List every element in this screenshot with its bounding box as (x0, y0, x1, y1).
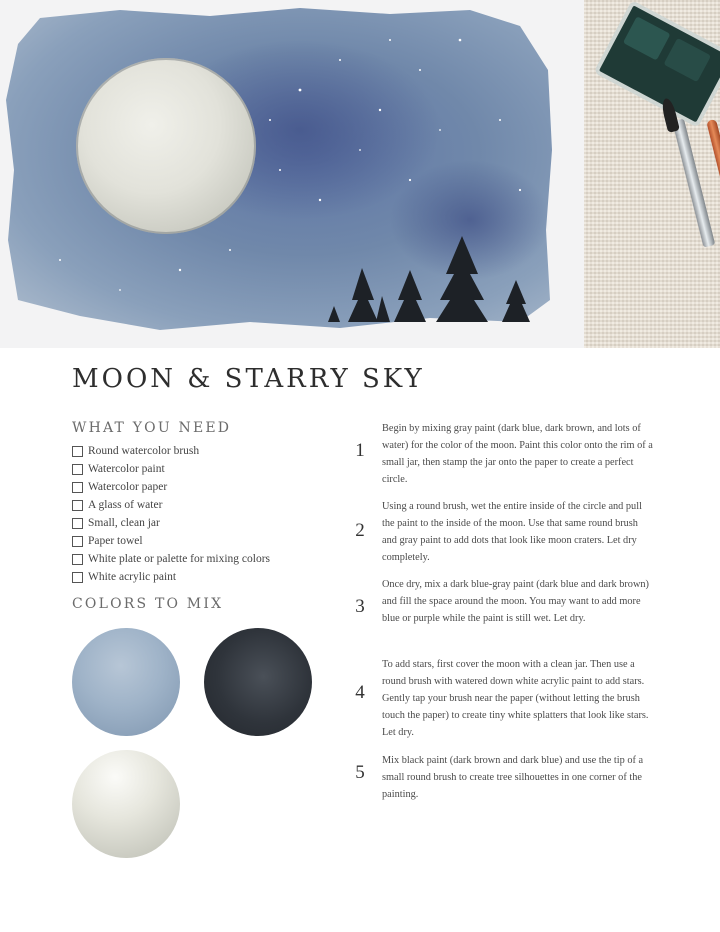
page-title: MOON & STARRY SKY (72, 364, 425, 394)
checkbox-icon (72, 536, 83, 547)
step-text: To add stars, first cover the moon with a clean jar. Then use a round brush with watered down white acrylic paint to add stars. Gently tap your brush near the paper (without letting the brush touch the paper) to create tiny white splatters that look like stars. Let dry. (382, 659, 649, 738)
hero-painting-photo (0, 0, 720, 348)
color-swatch-dark-blue-gray (204, 628, 312, 736)
supply-item: Watercolor paper (72, 478, 270, 496)
color-swatch-moon-gray (72, 750, 180, 858)
what-you-need-heading: WHAT YOU NEED (72, 420, 232, 436)
supply-item: Paper towel (72, 532, 270, 550)
step-number: 2 (355, 520, 365, 541)
checkbox-icon (72, 482, 83, 493)
supply-item: White plate or palette for mixing colors (72, 550, 270, 568)
checkbox-icon (72, 554, 83, 565)
checkbox-icon (72, 500, 83, 511)
checkbox-icon (72, 464, 83, 475)
checkbox-icon (72, 518, 83, 529)
step-number: 5 (355, 762, 365, 783)
step-number: 1 (355, 440, 365, 461)
step-number: 3 (355, 596, 365, 617)
supply-item: Round watercolor brush (72, 442, 270, 460)
supplies-list (72, 442, 270, 586)
supply-item: White acrylic paint (72, 568, 270, 586)
step-text: Using a round brush, wet the entire inside of the circle and pull the paint to the inside of the moon. Use that same round brush and gray paint to add dots that look like moon craters. Let dry completely. (382, 501, 642, 563)
checkbox-icon (72, 446, 83, 457)
supply-item: A glass of water (72, 496, 270, 514)
checkbox-icon (72, 572, 83, 583)
step-text: Begin by mixing gray paint (dark blue, dark brown, and lots of water) for the color of the moon. Paint this color onto the rim of a small jar, then stamp the jar onto the paper to create a perfect circle. (382, 423, 653, 485)
color-swatch-blue-gray (72, 628, 180, 736)
moon (76, 58, 256, 234)
colors-to-mix-heading: COLORS TO MIX (72, 596, 224, 612)
step-number: 4 (355, 682, 365, 703)
step-text: Once dry, mix a dark blue-gray paint (dark blue and dark brown) and fill the space around the moon. You may want to add more blue or purple while the paint is still wet. Let dry. (382, 579, 649, 624)
step-text: Mix black paint (dark brown and dark blue) and use the tip of a small round brush to create tree silhouettes in one corner of the painting. (382, 755, 644, 800)
supply-item: Small, clean jar (72, 514, 270, 532)
supply-item: Watercolor paint (72, 460, 270, 478)
